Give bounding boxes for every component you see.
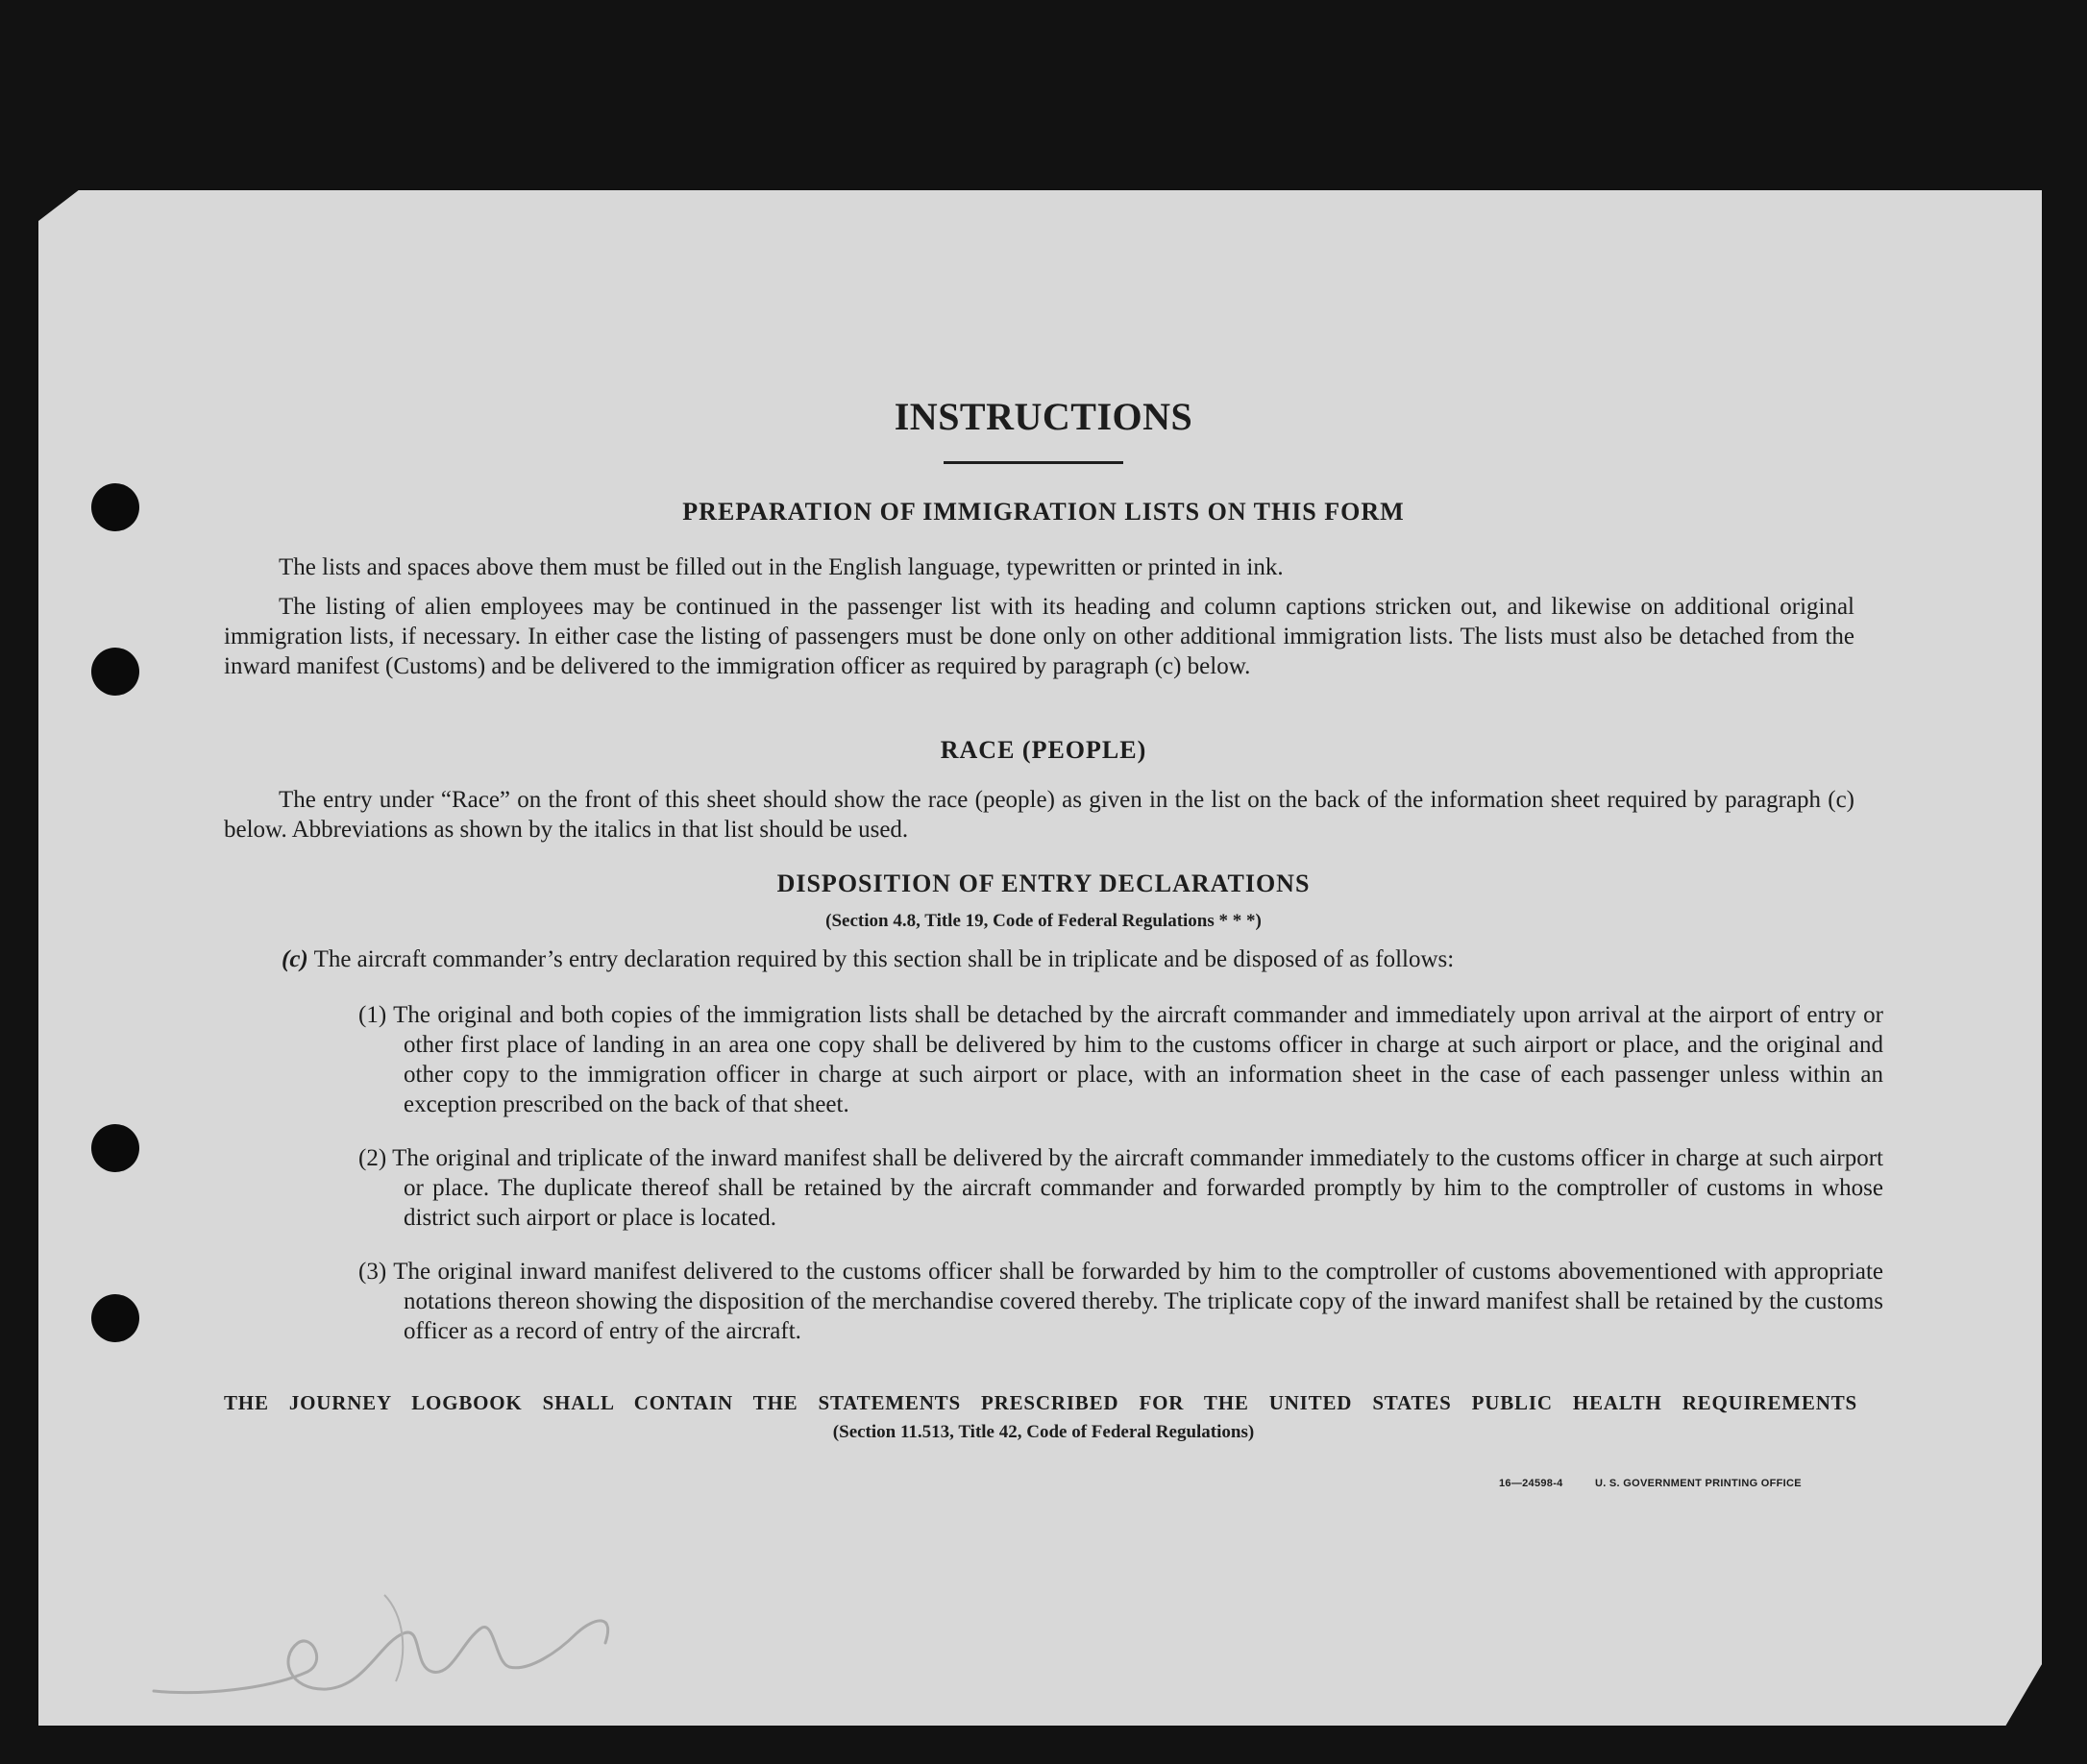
punch-hole: [91, 1294, 139, 1342]
disposition-heading: DISPOSITION OF ENTRY DECLARATIONS: [776, 870, 1311, 897]
disposition-item-3: [358, 1257, 1883, 1346]
page-title: INSTRUCTIONS: [894, 395, 1193, 438]
health-requirements-citation: (Section 11.513, Title 42, Code of Federal Regulations): [832, 1422, 1255, 1442]
disposition-citation: (Section 4.8, Title 19, Code of Federal Regulations * * *): [825, 911, 1262, 931]
disposition-intro: [282, 944, 1857, 974]
item-text: The original and triplicate of the inward manifest shall be delivered by the aircraft commander immediately to the customs officer in charge at such airport or place. The duplicate thereof shall be retained by the aircraft commander and forwarded promptly by him to the comptroller of customs in whose district such airport or place is located.: [392, 1145, 1883, 1231]
intro-label: (c): [282, 946, 308, 972]
printing-office: U. S. GOVERNMENT PRINTING OFFICE: [1594, 1478, 1802, 1489]
race-paragraph: The entry under “Race” on the front of this sheet should show the race (people) as given in the list on the back of the information sheet required by paragraph (c) below. Abbreviations as shown by the italics in that list should be used.: [224, 787, 1854, 843]
item-number: (1): [358, 1002, 387, 1028]
intro-text: The aircraft commander’s entry declaration required by this section shall be in triplicate and be disposed of as follows:: [313, 946, 1455, 972]
preparation-paragraph-2: The listing of alien employees may be continued in the passenger list with its heading and column captions stricken out, and likewise on additional original immigration lists, if necessary. In either case the listing of passengers must be done only on other additional immigration lists. The lists must also be detached from the inward manifest (Customs) and be delivered to the immigration officer as required by paragraph (c) below.: [224, 594, 1854, 679]
item-number: (3): [358, 1259, 387, 1285]
item-text: The original and both copies of the immigration lists shall be detached by the aircraft commander and immediately upon arrival at the airport of entry or other first place of landing in an area one copy shall be delivered by him to the customs officer in charge at such airport or place, and the original and other copy to the immigration officer in charge at such airport or place, with an information sheet in the case of each passenger unless within an exception prescribed on the back of that sheet.: [393, 1002, 1883, 1117]
race-heading: RACE (PEOPLE): [940, 736, 1147, 764]
form-number: 16—24598-4: [1499, 1478, 1563, 1489]
health-requirements-statement: THE JOURNEY LOGBOOK SHALL CONTAIN THE STATEMENTS PRESCRIBED FOR THE UNITED STATES PUBLIC HEALTH REQUIREMENTS: [224, 1391, 1857, 1414]
handwritten-signature: [144, 1576, 644, 1710]
title-divider: [944, 461, 1123, 464]
punch-hole: [91, 1124, 139, 1172]
disposition-item-1: [358, 1000, 1883, 1119]
preparation-heading: PREPARATION OF IMMIGRATION LISTS ON THIS FORM: [682, 498, 1405, 526]
printing-imprint: [1499, 1478, 1802, 1489]
disposition-item-2: [358, 1143, 1883, 1233]
punch-hole: [91, 648, 139, 696]
item-text: The original inward manifest delivered to the customs officer shall be forwarded by him to the comptroller of customs abovementioned with appropriate notations thereon showing the disposition of the merchandise covered thereby. The triplicate copy of the inward manifest shall be retained by the customs officer as a record of entry of the aircraft.: [393, 1259, 1883, 1344]
preparation-paragraph-1: The lists and spaces above them must be filled out in the English language, typewritten or printed in ink.: [279, 554, 1284, 580]
item-number: (2): [358, 1145, 387, 1171]
